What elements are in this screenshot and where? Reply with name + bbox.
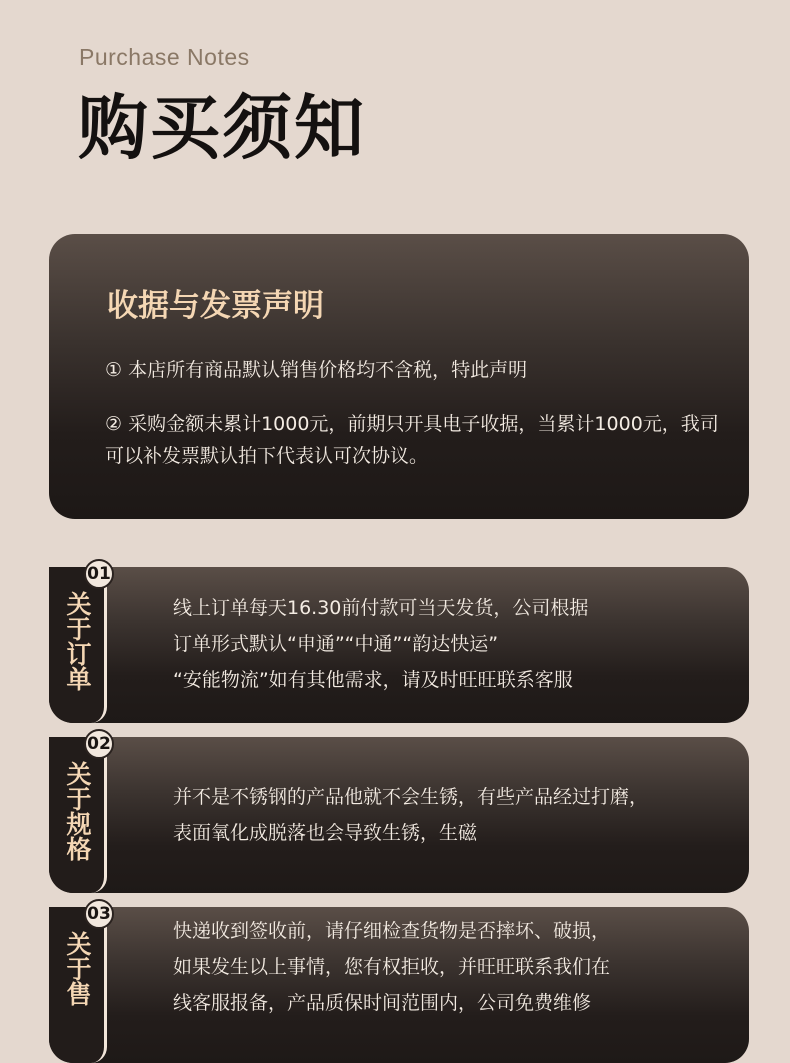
note-line: 线上订单每天16.30前付款可当天发货，公司根据 — [173, 597, 589, 619]
invoice-statement-card — [49, 234, 749, 519]
note-number-badge: 03 — [84, 899, 114, 929]
page-subtitle: Purchase Notes — [79, 44, 250, 70]
invoice-statement-item-1: ① 本店所有商品默认销售价格均不含税，特此声明 — [105, 359, 528, 381]
note-line: 快递收到签收前，请仔细检查货物是否摔坏、破损， — [173, 920, 611, 942]
note-number-badge: 02 — [84, 729, 114, 759]
note-tab-label: 关于售 — [63, 931, 92, 1006]
note-tab-label: 关于订单 — [63, 591, 92, 691]
page-title: 购买须知 — [78, 87, 366, 169]
note-tab — [49, 737, 107, 893]
note-line: 线客服报备，产品质保时间范围内，公司免费维修 — [173, 992, 592, 1014]
note-text — [173, 913, 733, 1021]
note-line: 并不是不锈钢的产品他就不会生锈，有些产品经过打磨， — [173, 786, 649, 808]
note-line: “安能物流”如有其他需求，请及时旺旺联系客服 — [173, 669, 573, 691]
note-tab — [49, 567, 107, 723]
note-tab — [49, 907, 107, 1063]
note-card-orders — [49, 564, 749, 723]
note-card-specs — [49, 734, 749, 893]
note-text — [173, 590, 733, 698]
note-tab-label: 关于规格 — [63, 761, 92, 861]
note-line: 订单形式默认“申通”“中通”“韵达快运” — [173, 633, 499, 655]
note-number-badge: 01 — [84, 559, 114, 589]
note-line: 表面氧化成脱落也会导致生锈，生磁 — [173, 822, 478, 844]
invoice-statement-item-2: ② 采购金额未累计1000元，前期只开具电子收据，当累计1000元，我司可以补发票默认拍下代表认可次协议。 — [105, 413, 719, 467]
invoice-statement-title: 收据与发票声明 — [107, 288, 324, 324]
note-card-after-sales — [49, 904, 749, 1063]
note-line: 如果发生以上事情，您有权拒收，并旺旺联系我们在 — [173, 956, 611, 978]
note-text — [173, 779, 733, 851]
